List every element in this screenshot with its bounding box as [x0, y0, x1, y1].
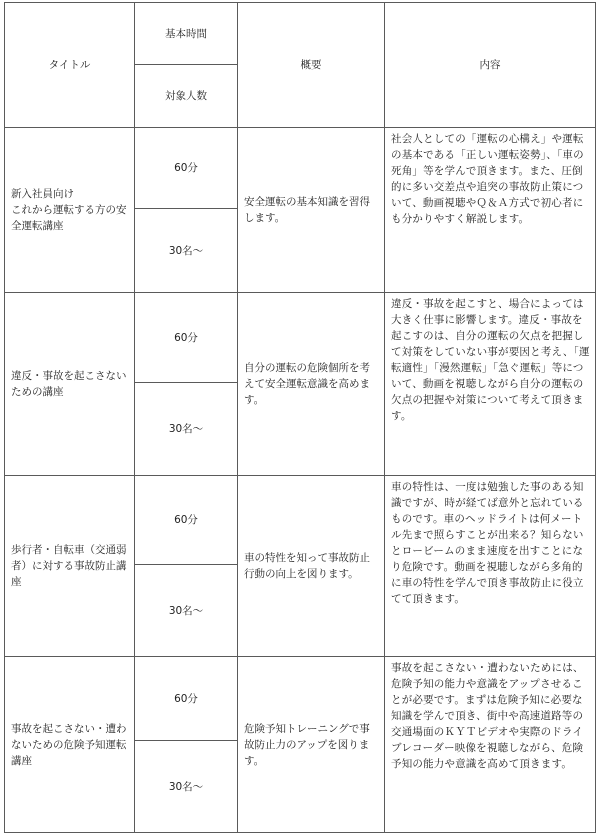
- table-row: [5, 128, 596, 209]
- course-summary: 車の特性を知って事故防止行動の向上を図ります。: [238, 476, 385, 657]
- header-row: [5, 3, 596, 65]
- header-content: 内容: [385, 3, 596, 128]
- header-basic-time: 基本時間: [135, 3, 238, 65]
- course-people: 30名～: [135, 209, 238, 293]
- table-row: [5, 293, 596, 383]
- course-time: 60分: [135, 657, 238, 741]
- course-title: 新入社員向け これから運転する方の安全運転講座: [5, 128, 135, 293]
- header-target-people: 対象人数: [135, 65, 238, 128]
- course-people: 30名～: [135, 565, 238, 657]
- course-summary: 自分の運転の危険個所を考えて安全運転意識を高めます。: [238, 293, 385, 476]
- course-people: 30名～: [135, 383, 238, 476]
- course-title: 歩行者・自転車（交通弱者）に対する事故防止講座: [5, 476, 135, 657]
- course-time: 60分: [135, 128, 238, 209]
- course-content: 事故を起こさない・遭わないためには、危険予知の能力や意識をアップさせることが必要です。まずは危険予知に必要な知識を学んで頂き、街中や高速道路等の交通場面のＫＹＴビデオや実際のドライブレコーダー映像を視聴しながら、危険予知の能力や意識を高めて頂きます。: [385, 657, 596, 833]
- course-time: 60分: [135, 293, 238, 383]
- course-summary: 危険予知トレーニングで事故防止力のアップを図ります。: [238, 657, 385, 833]
- course-content: 社会人としての「運転の心構え」や運転の基本である「正しい運転姿勢」、「車の死角」等を学んで頂きます。また、圧倒的に多い交差点や追突の事故防止策について、動画視聴やＱ＆Ａ方式で初心者にも分かりやすく解説します。: [385, 128, 596, 293]
- course-table: [4, 2, 596, 833]
- course-title: 事故を起こさない・遭わないための危険予知運転講座: [5, 657, 135, 833]
- course-content: 車の特性は、一度は勉強した事のある知識ですが、時が経てば意外と忘れているものです。車のヘッドライトは何メートル先まで照らすことが出来る？知らないとロービームのまま速度を出すことになり危険です。動画を視聴しながら多角的に車の特性を学んで頂き事故防止に役立てて頂きます。: [385, 476, 596, 657]
- course-summary: 安全運転の基本知識を習得します。: [238, 128, 385, 293]
- table-row: [5, 657, 596, 741]
- course-time: 60分: [135, 476, 238, 565]
- course-title: 違反・事故を起こさないための講座: [5, 293, 135, 476]
- course-people: 30名～: [135, 741, 238, 833]
- header-title: タイトル: [5, 3, 135, 128]
- header-summary: 概要: [238, 3, 385, 128]
- course-content: 違反・事故を起こすと、場合によっては大きく仕事に影響します。違反・事故を起こすのは、自分の運転の欠点を把握して対策をしていない事が要因と考え、「運転適性」「漫然運転」「急ぐ運転」等について、動画を視聴しながら自分の運転の欠点の把握や対策について考えて頂きます。: [385, 293, 596, 476]
- table-row: [5, 476, 596, 565]
